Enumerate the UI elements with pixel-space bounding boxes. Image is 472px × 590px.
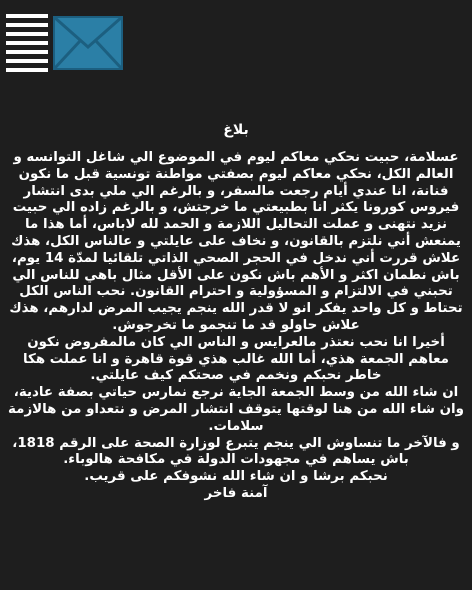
paragraph-intro: عسلامة، حبيت نحكي معاكم ليوم في الموضوع الي شاغل التوانسه و العالم الكل، نحكي معاكم ليوم بصفتي مواطنة تونسية قبل ما نكون فنانة، انا عندي أيام رجعت مالسفر، و بالرغم الي ملي بدى انتشار فيروس كورونا يكثر انا بطبيعتي ما خرجتش، و بالرغم زاده الي حبيت نزيد نتهنى و عملت التحاليل اللازمة و الحمد لله لاباس، أما هذا ما يمنعش أني نلتزم بالقانون، و نخاف على عايلتي و عالناس الكل، هذك علاش قررت أني ندخل في الحجر الصحي الذاتي تلقائيا لمدّة 14 يوم، باش نطمان اكثر و الأهم باش نكون على الأقل مثال باهي للناس الي تحبني في الالتزام و المسؤولية و احترام القانون. نحب الناس الكل تحتاط و كل واحد يفكر انو لا قدر الله ينجم يجيب المرض لدارهم، هذك علاش حاولو قد ما تنجمو ما تخرجوش. (9, 150, 463, 333)
message-menu-icon (6, 14, 124, 74)
text-lines-icon (6, 14, 48, 72)
paragraph-apology: أخيرا انا نحب نعتذر مالعرايس و الناس الي كان مالمفروض نكون معاهم الجمعة هذي، أما الله غالب هذي قوة قاهرة و انا عملت هكا خاطر نحبكم ونخمم في صحتكم كيف عايلتي. (23, 334, 449, 384)
envelope-icon (54, 17, 122, 69)
post-title: بلاغ (223, 122, 249, 138)
signature: آمنة فاخر (204, 485, 268, 501)
paragraph-return: ان شاء الله من وسط الجمعة الجاية نرجع نمارس حياتي بصفة عادية، وان شاء الله من هنا لوقتها يتوقف انتشار المرض و نتعداو من هالازمة سلامات. (8, 385, 464, 434)
post-body (8, 150, 464, 503)
paragraph-donation: و فالآخر ما تنساوش الي ينجم يتبرع لوزارة الصحة على الرقم 1818، باش يساهم في مجهودات الدولة في مكافحة هالوباء. (12, 435, 460, 468)
paragraph-closing: نحبكم برشا و ان شاء الله نشوفكم على قريب. (84, 469, 388, 485)
